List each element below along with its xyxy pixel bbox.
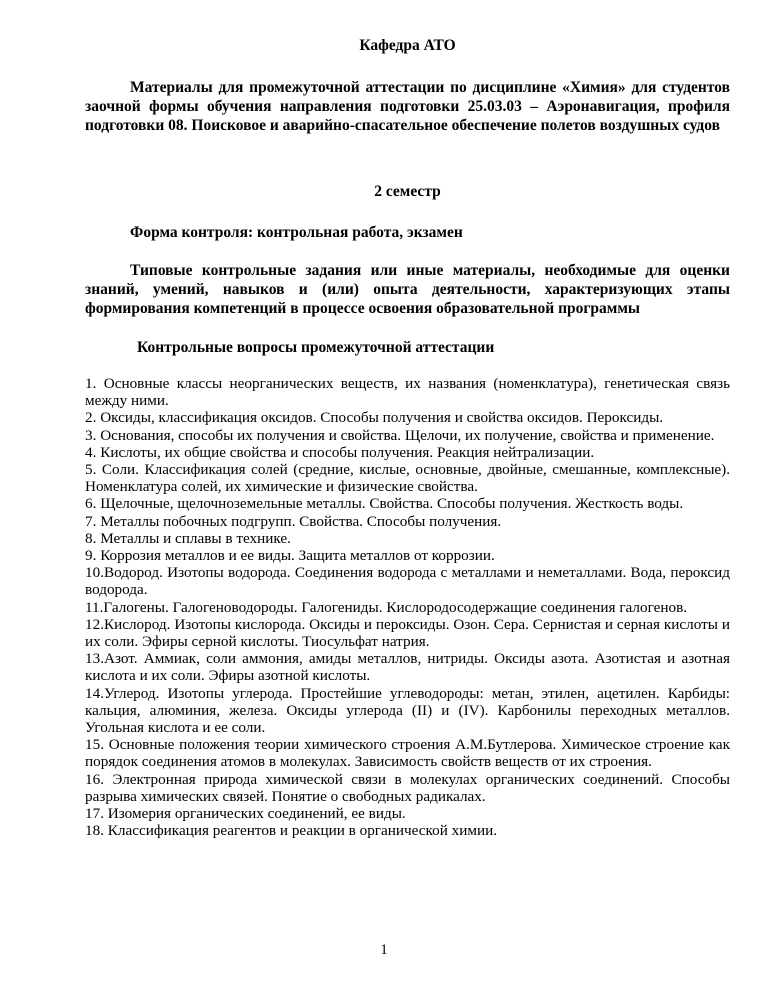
list-item: 11.Галогены. Галогеноводороды. Галогениды. Кислородосодержащие соединения галогенов. (85, 598, 688, 616)
list-item: 6. Щелочные, щелочноземельные металлы. Свойства. Способы получения. Жесткость воды. (85, 495, 684, 513)
list-item: 10.Водород. Изотопы водорода. Соединения водорода с металлами и неметаллами. Вода, пероксид водорода. (85, 564, 730, 599)
list-item: 17. Изомерия органических соединений, ее виды. (85, 805, 406, 823)
control-form: Форма контроля: контрольная работа, экзамен (130, 224, 463, 241)
list-item: 1. Основные классы неорганических веществ, их названия (номенклатура), генетическая связь между ними. (85, 375, 730, 410)
list-item: 18. Классификация реагентов и реакции в органической химии. (85, 822, 498, 840)
list-item: 9. Коррозия металлов и ее виды. Защита металлов от коррозии. (85, 547, 495, 565)
questions-list (85, 375, 730, 839)
questions-title: Контрольные вопросы промежуточной аттестации (137, 339, 495, 356)
list-item: 12.Кислород. Изотопы кислорода. Оксиды и пероксиды. Озон. Сера. Сернистая и серная кислоты и их соли. Эфиры серной кислоты. Тиосульфат натрия. (85, 615, 730, 651)
list-item: 8. Металлы и сплавы в технике. (85, 529, 291, 547)
intro-paragraph: Материалы для промежуточной аттестации по дисциплине «Химия» для студентов заочной формы обучения направления подготовки 25.03.03 – Аэронавигация, профиля подготовки 08. Поисковое и аварийно-спасательное обеспечение полетов воздушных судов (85, 79, 730, 134)
page-number: 1 (380, 942, 388, 958)
department-heading: Кафедра АТО (359, 37, 456, 54)
typical-tasks-paragraph: Типовые контрольные задания или иные материалы, необходимые для оценки знаний, умений, навыков и (или) опыта деятельности, характеризующих этапы формирования компетенций в процессе освоения образовательной программы (85, 262, 730, 317)
list-item: 14.Углерод. Изотопы углерода. Простейшие углеводороды: метан, этилен, ацетилен. Карбиды: кальция, алюминия, железа. Оксиды углерода (II) и (IV). Карбонилы переходных металлов. Угольная кислота и ее соли. (85, 684, 730, 737)
list-item: 5. Соли. Классификация солей (средние, кислые, основные, двойные, смешанные, комплексные). Номенклатура солей, их химические и физические свойства. (85, 461, 730, 496)
list-item: 16. Электронная природа химической связи в молекулах органических соединений. Способы разрыва химических связей. Понятие о свободных радикалах. (85, 770, 730, 805)
list-item: 4. Кислоты, их общие свойства и способы получения. Реакция нейтрализации. (85, 443, 595, 461)
list-item: 13.Азот. Аммиак, соли аммония, амиды металлов, нитриды. Оксиды азота. Азотистая и азотная кислота и их соли. Эфиры азотной кислоты. (85, 650, 730, 685)
semester-heading: 2 семестр (374, 183, 441, 200)
list-item: 15. Основные положения теории химического строения А.М.Бутлерова. Химическое строение как порядок соединения атомов в молекулах. Зависимость свойств веществ от их строения. (85, 736, 730, 771)
document-page (85, 28, 730, 839)
list-item: 2. Оксиды, классификация оксидов. Способы получения и свойства оксидов. Пероксиды. (85, 409, 664, 427)
list-item: 7. Металлы побочных подгрупп. Свойства. Способы получения. (85, 512, 502, 530)
list-item: 3. Основания, способы их получения и свойства. Щелочи, их получение, свойства и применение. (85, 426, 715, 444)
